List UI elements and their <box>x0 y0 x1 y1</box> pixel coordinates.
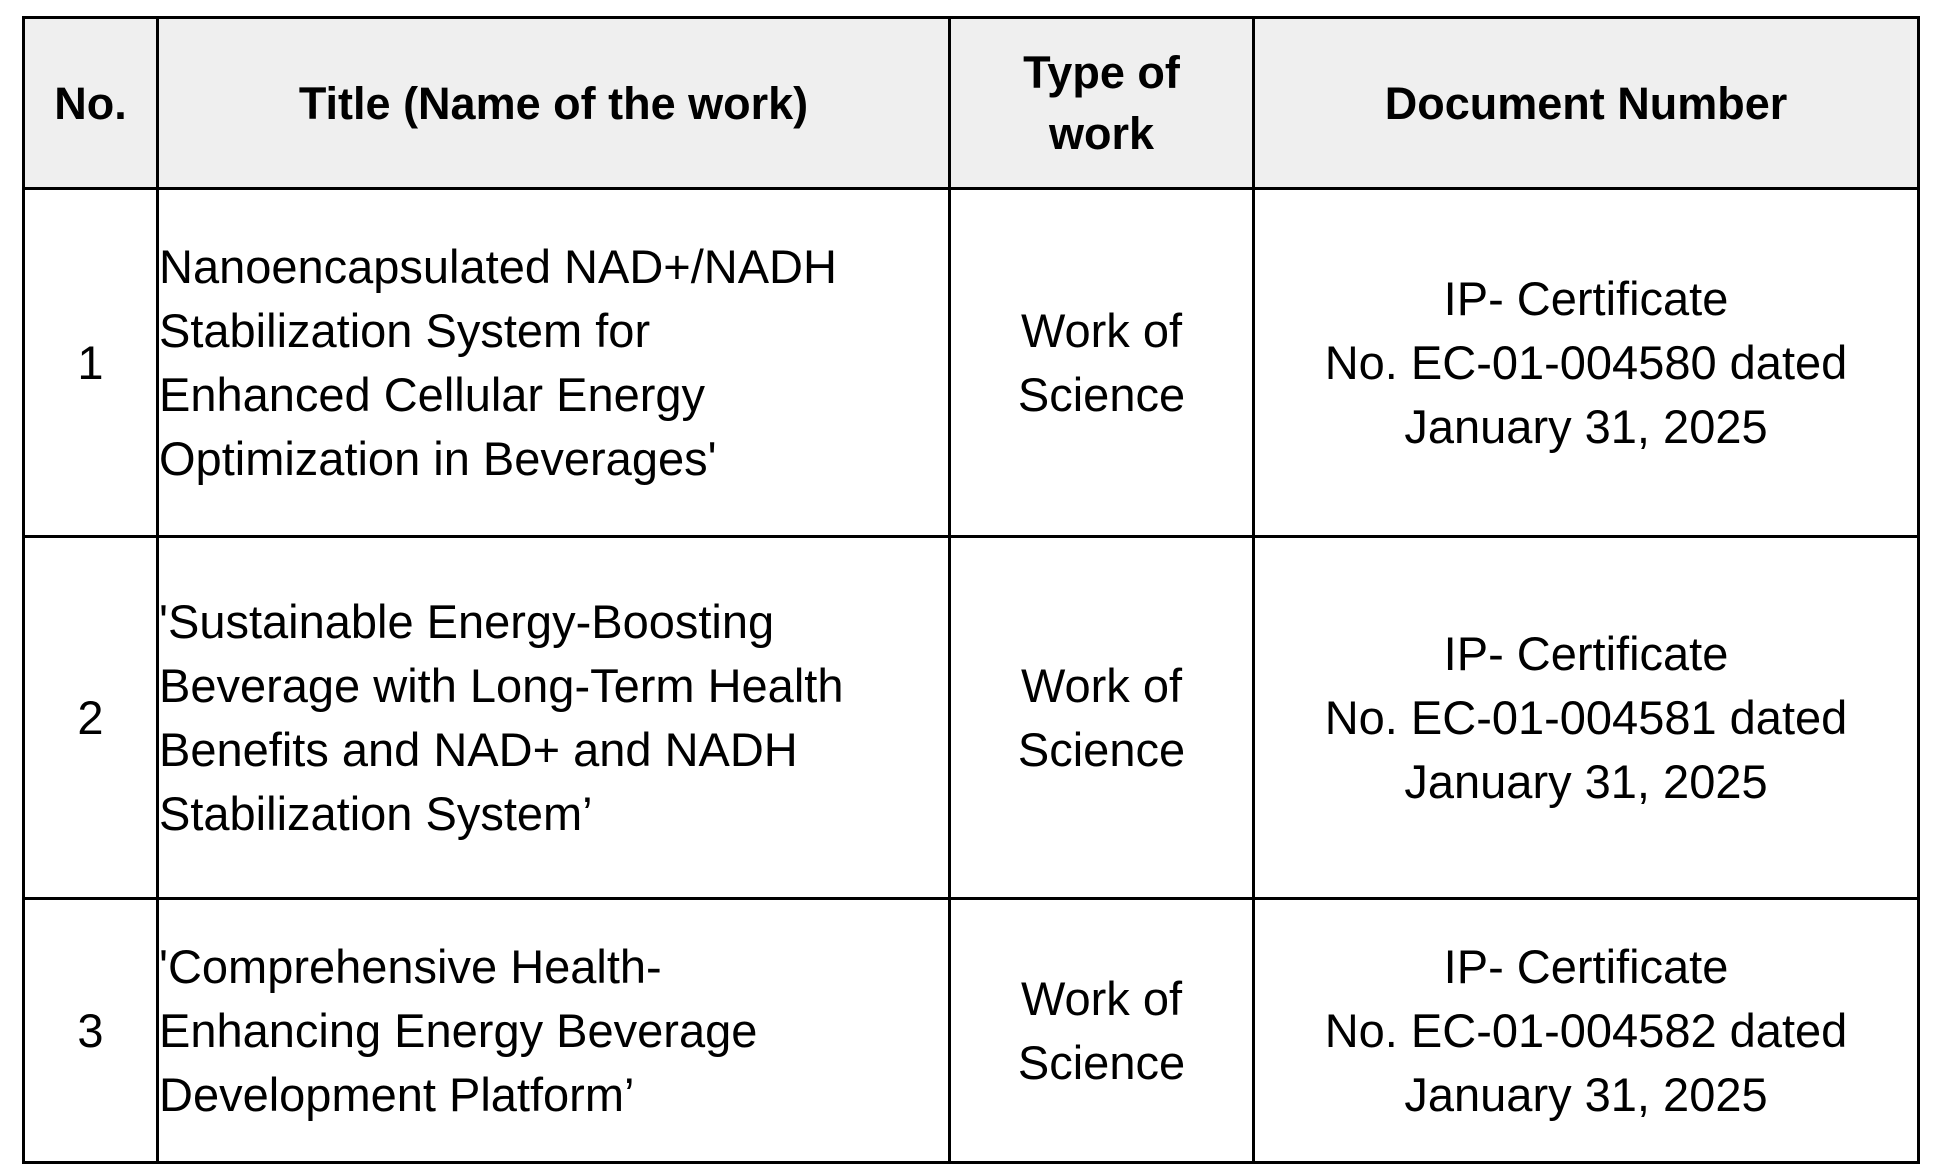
table-row <box>24 899 1919 1163</box>
title-line: Development Platform’ <box>159 1067 635 1121</box>
doc-line: No. EC-01-004581 dated <box>1324 690 1848 744</box>
doc-line: IP- Certificate <box>1443 626 1729 680</box>
title-line: Benefits and NAD+ and NADH <box>159 722 798 776</box>
doc-line: IP- Certificate <box>1443 271 1729 325</box>
row-number: 1 <box>24 189 158 537</box>
doc-line: No. EC-01-004580 dated <box>1324 335 1848 389</box>
header-document-number: Document Number <box>1254 18 1919 189</box>
header-type-line-1: Type of <box>1023 47 1180 98</box>
row-number: 3 <box>24 899 158 1163</box>
type-line: Work of <box>1020 971 1183 1025</box>
document-number <box>1254 899 1919 1163</box>
header-title: Title (Name of the work) <box>158 18 950 189</box>
title-line: Enhancing Energy Beverage <box>159 1003 758 1057</box>
work-title <box>158 899 950 1163</box>
header-no: No. <box>24 18 158 189</box>
document-number <box>1254 189 1919 537</box>
doc-line: January 31, 2025 <box>1404 399 1768 453</box>
title-line: Optimization in Beverages' <box>159 431 717 485</box>
type-line: Science <box>1017 367 1186 421</box>
title-line: Beverage with Long-Term Health <box>159 658 844 712</box>
type-line: Science <box>1017 1035 1186 1089</box>
work-title <box>158 189 950 537</box>
work-type <box>950 537 1254 899</box>
doc-line: January 31, 2025 <box>1404 1067 1768 1121</box>
title-line: 'Comprehensive Health- <box>159 939 662 993</box>
type-line: Work of <box>1020 658 1183 712</box>
title-line: Nanoencapsulated NAD+/NADH <box>159 239 837 293</box>
title-line: Stabilization System for <box>159 303 651 357</box>
header-type-of-work <box>950 18 1254 189</box>
work-type <box>950 189 1254 537</box>
title-line: Stabilization System’ <box>159 786 593 840</box>
header-type-line-2: work <box>1048 108 1155 159</box>
work-title <box>158 537 950 899</box>
type-line: Science <box>1017 722 1186 776</box>
doc-line: IP- Certificate <box>1443 939 1729 993</box>
table-row <box>24 189 1919 537</box>
document-number <box>1254 537 1919 899</box>
table-header-row <box>24 18 1919 189</box>
work-type <box>950 899 1254 1163</box>
row-number: 2 <box>24 537 158 899</box>
doc-line: January 31, 2025 <box>1404 754 1768 808</box>
title-line: Enhanced Cellular Energy <box>159 367 706 421</box>
ip-certificates-table <box>22 16 1920 1164</box>
doc-line: No. EC-01-004582 dated <box>1324 1003 1848 1057</box>
title-line: 'Sustainable Energy-Boosting <box>159 594 775 648</box>
type-line: Work of <box>1020 303 1183 357</box>
table-row <box>24 537 1919 899</box>
